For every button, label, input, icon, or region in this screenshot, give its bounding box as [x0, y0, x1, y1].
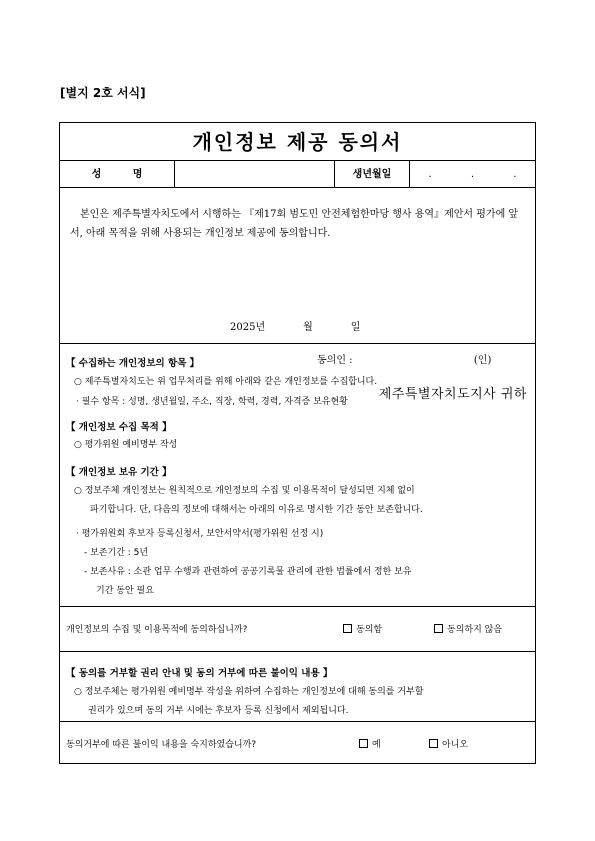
checkbox-icon[interactable]: [429, 739, 438, 748]
purpose-line: ○ 평가위원 예비명부 작성: [74, 440, 178, 450]
checkbox-icon[interactable]: [343, 624, 352, 633]
yes-option[interactable]: [359, 737, 381, 750]
date-year: 2025년: [230, 322, 266, 333]
name-label: 성 명: [60, 161, 175, 188]
info-section: [60, 344, 535, 607]
birthdate-label: 생년월일: [335, 161, 410, 188]
checkbox-icon[interactable]: [434, 624, 443, 633]
period-heading: 【 개인정보 보유 기간 】: [66, 467, 172, 478]
date-month: 월: [303, 322, 313, 333]
seal-mark: (인): [473, 355, 492, 366]
refusal-line: ○ 정보주체는 평가위원 예비명부 작성을 위하여 수집하는 개인정보에 대해 동의를 거부할: [74, 687, 424, 697]
question-text: 동의거부에 따른 불이익 내용을 숙지하였습니까?: [66, 740, 257, 750]
disagree-label: 동의하지 않음: [447, 625, 503, 635]
period-line: · 평가위원회 후보자 등록신청서, 보안서약서(평가위원 선정 시): [76, 529, 324, 539]
items-line: ○ 제주특별자치도는 위 업무처리를 위해 아래와 같은 개인정보를 수집합니다.: [74, 377, 378, 387]
date-day: 일: [350, 322, 361, 333]
consent-statement: 본인은 제주특별자치도에서 시행하는 『제17회 범도민 안전체험한마당 행사 용역』제안서 평가에 앞서, 아래 목적을 위해 사용되는 개인정보 제공에 동의합니다.: [70, 209, 519, 239]
disagree-option[interactable]: [434, 622, 502, 635]
name-row: [60, 161, 535, 188]
purpose-heading: 【 개인정보 수집 목적 】: [66, 422, 172, 433]
yes-label: 예: [372, 740, 381, 750]
form-number: [별지 2호 서식]: [60, 86, 146, 100]
items-line: · 필수 항목 : 성명, 생년월일, 주소, 직장, 학력, 경력, 자격증 보유현황: [76, 397, 348, 407]
question-text: 개인정보의 수집 및 이용목적에 동의하십니까?: [66, 625, 248, 635]
name-field[interactable]: [175, 161, 335, 188]
no-label: 아니오: [442, 740, 469, 750]
agree-label: 동의함: [356, 625, 383, 635]
consent-form: [59, 122, 536, 764]
agreer-label: 동의인 :: [317, 355, 353, 366]
birthdate-field[interactable]: . . .: [428, 169, 535, 180]
refusal-heading: 【 동의를 거부할 권리 안내 및 동의 거부에 따른 불이익 내용 】: [66, 668, 333, 679]
no-option[interactable]: [429, 737, 468, 750]
period-line: ○ 정보주체 개인정보는 원칙적으로 개인정보의 수집 및 이용목적이 달성되면 지체 없이: [74, 486, 415, 496]
consent-date: [230, 318, 398, 333]
period-line: - 보존기간 : 5년: [84, 548, 149, 558]
period-line: - 보존사유 : 소관 업무 수행과 관련하여 공공기록물 관리에 관한 법률에서 정한 보유: [84, 567, 412, 577]
checkbox-icon[interactable]: [359, 739, 368, 748]
refusal-acknowledge-question: [60, 722, 535, 765]
agree-option[interactable]: [343, 622, 382, 635]
form-title: 개인정보 제공 동의서: [60, 123, 535, 161]
refusal-line: 권리가 있으며 동의 거부 시에는 후보자 등록 신청에서 제외됩니다.: [88, 706, 349, 716]
period-line: 기간 동안 필요: [96, 586, 154, 596]
refusal-section: [60, 652, 535, 722]
addressee: 제주특별자치도지사 귀하: [378, 387, 527, 402]
purpose-consent-question: [60, 607, 535, 652]
items-heading: 【 수집하는 개인정보의 항목 】: [66, 358, 200, 369]
period-line: 파기합니다. 단, 다음의 정보에 대해서는 아래의 이유로 명시한 기간 동안 보존합니다.: [90, 505, 423, 515]
